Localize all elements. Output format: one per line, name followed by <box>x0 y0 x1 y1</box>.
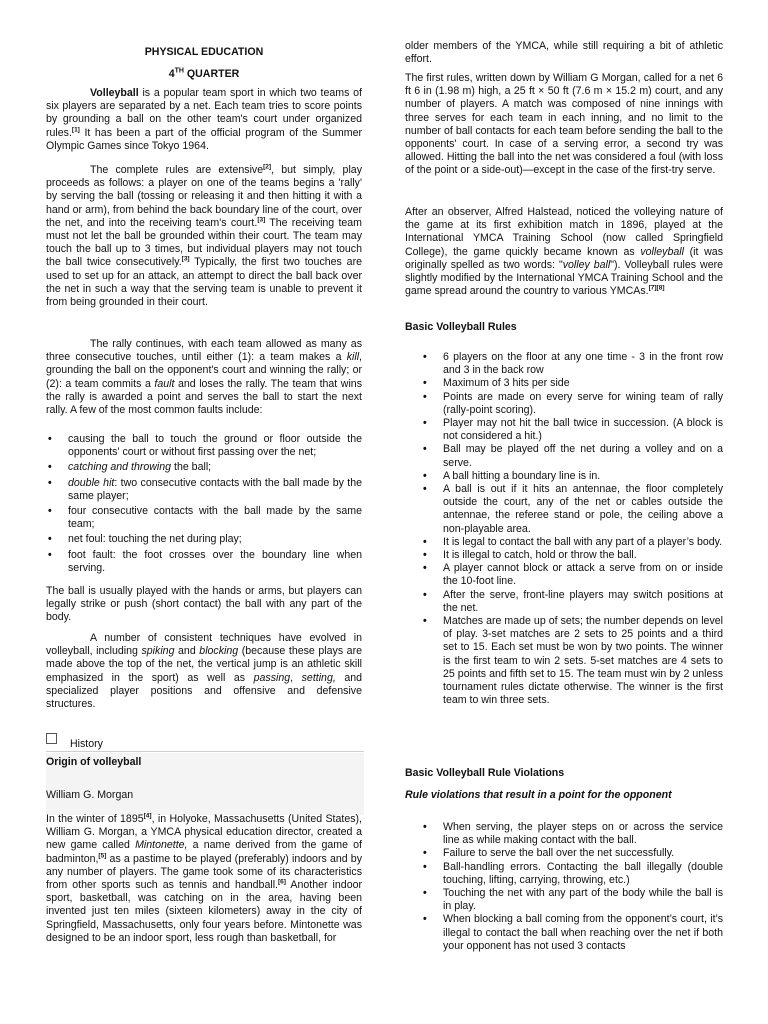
list-item: • foot fault: the foot crosses over the boundary line when serving. <box>48 548 362 574</box>
list-item: • Matches are made up of sets; the number depends on level of play. 3-set matches are 2 sets to 25 points and a third set to 15. Each set must be won by two points. The winner is the first team to win 2 sets. 5-set matches are 4 sets to 25 points and fifth set to 15. The team must win by 2 unless tournament rules dictate otherwise. The winner is the first team to win three sets. <box>423 615 723 707</box>
page-title: PHYSICAL EDUCATION <box>144 46 264 58</box>
violations-list <box>405 821 723 953</box>
list-item: • Points are made on every serve for wining team of rally (rally-point scoring). <box>423 390 723 416</box>
byline: William G. Morgan <box>46 789 134 801</box>
faults-list <box>46 433 362 575</box>
list-item: • Touching the net with any part of the body while the ball is in play. <box>423 887 723 913</box>
list-item: • Player may not hit the ball twice in succession. (A block is not considered a hit.) <box>423 417 723 443</box>
list-item: • four consecutive contacts with the ball made by the same team; <box>48 505 362 531</box>
list-item: • It is legal to contact the ball with any part of a player’s body. <box>423 535 723 548</box>
list-item: • When blocking a ball coming from the opponent’s court, it’s illegal to contact the ball when reaching over the net if both your opponent has not used 3 contacts <box>423 913 723 952</box>
list-item: • After the serve, front-line players may switch positions at the net. <box>423 588 723 614</box>
list-item: • 6 players on the floor at any one time - 3 in the front row and 3 in the back row <box>423 351 723 377</box>
violations-subheading: Rule violations that result in a point for the opponent <box>405 789 672 801</box>
list-item: • net foul: touching the net during play; <box>48 533 242 546</box>
intro-paragraph-3: The rally continues, with each team allowed as many as three consecutive touches, until either (1): a team makes a kill, grounding the ball on the opponent's court and winning the rally; or (2): a team commits a fault and loses the rally. The team that wins the rally is awarded a point and serves the ball to start the next rally. A few of the most common faults include: <box>46 338 362 417</box>
list-item: • double hit: two consecutive contacts with the ball made by the same player; <box>48 476 362 502</box>
origin-paragraph-1-continued: older members of the YMCA, while still requiring a bit of athletic effort. <box>405 40 723 66</box>
rules-list <box>405 351 723 707</box>
list-item: • A ball is out if it hits an antennae, the floor completely outside the court, any of the net or cables outside the antennae, the referee stand or pole, the ceiling above a non-playable area. <box>423 483 723 535</box>
origin-paragraph-3: After an observer, Alfred Halstead, noticed the volleying nature of the game at its first exhibition match in 1896, played at the International YMCA Training School (now called Springfield College), the game quickly became known as volleyball (it was originally spelled as two words: "volley ball"). Volleyball rules were slightly modified by the International YMCA Training School and the game spread around the country to various YMCAs.[7][8] <box>405 206 724 298</box>
list-item: • A player cannot block or attack a serve from on or inside the 10-foot line. <box>423 562 723 588</box>
history-checkbox[interactable] <box>46 733 57 744</box>
body-paragraph-5: A number of consistent techniques have evolved in volleyball, including spiking and blocking (because these plays are made above the top of the net, the vertical jump is an athletic skill emphasized in the sport) as well as passing, setting, and specialized player positions and offensive and defensive structures. <box>46 632 363 711</box>
list-item: • Maximum of 3 hits per side <box>423 377 570 390</box>
origin-paragraph-2: The first rules, written down by William G Morgan, called for a net 6 ft 6 in (1.98 m) high, a 25 ft × 50 ft (7.6 m × 15.2 m) court, and any number of players. A match was composed of nine innings with three serves for each team in each inning, and no limit to the number of ball contacts for each team before sending the ball to the opponents' court. In case of a serving error, a second try was allowed. Hitting the ball into the net was considered a foul (with loss of the point or a side-out)—except in the case of the first-try serve. <box>405 72 723 177</box>
list-item: • It is illegal to catch, hold or throw the ball. <box>423 549 637 562</box>
list-item: • When serving, the player steps on or across the service line as while making contact with the ball. <box>423 821 723 847</box>
body-paragraph-4: The ball is usually played with the hands or arms, but players can legally strike or push (short contact) the ball with any part of the body. <box>46 585 362 624</box>
list-item: • Ball may be played off the net during a volley and on a serve. <box>423 443 723 469</box>
rules-heading: Basic Volleyball Rules <box>405 321 517 333</box>
origin-heading: Origin of volleyball <box>46 756 142 768</box>
history-label: History <box>70 738 103 750</box>
intro-paragraph-2: The complete rules are extensive[2], but simply, play proceeds as follows: a player on one of the teams begins a 'rally' by serving the ball (tossing or releasing it and then hitting it with a hand or arm), from behind the back boundary line of the court, over the net, and into the receiving team's court.[3] The receiving team must not let the ball be grounded within their court. The team may touch the ball up to 3 times, but individual players may not touch the ball twice consecutively.[3] Typically, the first two touches are used to set up for an attack, an attempt to direct the ball back over the net in such a way that the serving team is unable to prevent it from being grounded in their court. <box>46 163 362 309</box>
list-item: • Ball-handling errors. Contacting the ball illegally (double touching, lifting, carrying, throwing, etc.) <box>423 860 723 886</box>
origin-paragraph-1: In the winter of 1895[4], in Holyoke, Massachusetts (United States), William G. Morgan, a YMCA physical education director, created a new game called Mintonette, a name derived from the game of badminton,[5] as a pastime to be played (preferably) indoors and by any number of players. The game took some of its characteristics from other sports such as tennis and handball.[6] Another indoor sport, basketball, was catching on in the area, having been invented just ten miles (sixteen kilometers) away in the city of Springfield, Massachusetts, only four years before. Mintonette was designed to be an indoor sport, less rough than basketball, for <box>46 812 363 944</box>
violations-heading: Basic Volleyball Rule Violations <box>405 767 565 779</box>
divider <box>46 751 364 752</box>
intro-paragraph-1: Volleyball is a popular team sport in which two teams of six players are separated by a net. Each team tries to score points by grounding a ball on the other team's court under organized rules.[1] It has been a part of the official program of the Summer Olympic Games since Tokyo 1964. <box>46 87 362 152</box>
list-item: • A ball hitting a boundary line is in. <box>423 469 601 482</box>
list-item: • Failure to serve the ball over the net successfully. <box>423 847 675 860</box>
list-item: • catching and throwing the ball; <box>48 461 212 474</box>
quarter-heading: 4TH QUARTER <box>168 67 240 80</box>
list-item: • causing the ball to touch the ground or floor outside the opponents' court or without first passing over the net; <box>48 433 362 459</box>
